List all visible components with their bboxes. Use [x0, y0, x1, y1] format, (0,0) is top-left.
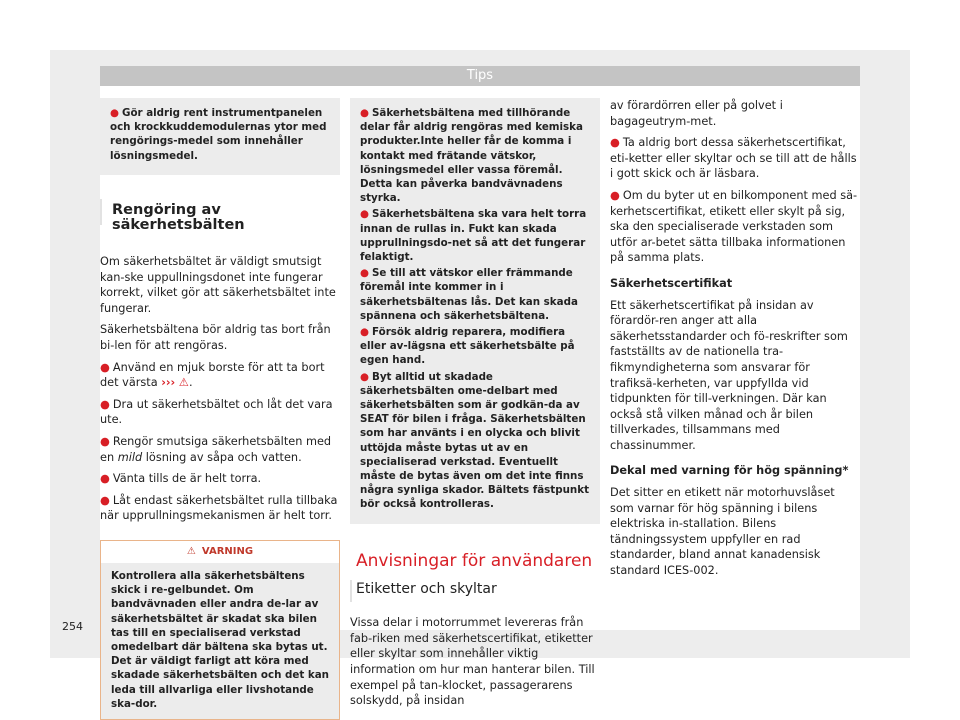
- list-item: ● Vänta tills de är helt torra.: [100, 472, 262, 486]
- bullet-icon: ●: [110, 107, 119, 119]
- subheading: Etiketter och skyltar: [356, 580, 497, 597]
- heading: Säkerhetscertifikat: [610, 276, 733, 290]
- bullet-icon: ●: [360, 370, 369, 383]
- bullet-icon: ●: [100, 360, 110, 374]
- warning-text: Kontrollera alla säkerhetsbältens skick i re-gelbundet. Om bandvävnaden eller andra de-lar av säkerhetsbältet är skadat ska bilen tas till en specialiserad verkstad omedelbart där bältena ska bytas ut. Det är väldigt farligt att köra med skadade säkerhetsbälten och det kan leda till allvarliga eller livshotande ska-dor.: [101, 563, 339, 719]
- column-left: [100, 98, 340, 720]
- warning-header: [101, 541, 339, 563]
- bullet-icon: ●: [100, 472, 110, 486]
- paragraph: Säkerhetsbältena bör aldrig tas bort från bi-len för att rengöras.: [100, 323, 331, 352]
- list-item: Se till att vätskor eller främmande föremål inte kommer in i säkerhetsbältenas lås. Det kan skada spännena och säkerhetsbältena.: [360, 267, 578, 322]
- column-middle: [350, 98, 600, 715]
- bullet-icon: ●: [100, 493, 110, 507]
- list-item: ● Använd en mjuk borste för att ta bort det värsta ››› ⚠.: [100, 360, 325, 390]
- paragraph: av förardörren eller på golvet i bagageutrym-met.: [610, 99, 783, 128]
- heading-bar: [350, 580, 352, 602]
- warning-triangle-icon: ⚠: [178, 376, 189, 390]
- note-box: [100, 98, 340, 175]
- warning-box: [100, 540, 340, 720]
- warning-triangle-icon: ⚠: [186, 546, 196, 558]
- note-text: Gör aldrig rent instrumentpanelen och krockkuddemodulernas ytor med rengörings-medel som innehåller lösningsmedel.: [110, 107, 327, 162]
- page-header: Tips: [100, 66, 860, 86]
- list-item: ● Om du byter ut en bilkomponent med sä-kerhetscertifikat, etikett eller skylt på sig, ska den specialiserade verkstaden som utför ar-betet sätta tillbaka informationen på samma plats.: [610, 188, 858, 265]
- subheading-wrap: [350, 582, 600, 598]
- bullet-icon: ●: [610, 136, 620, 150]
- bullet-icon: ●: [100, 397, 110, 411]
- list-item: ● Rengör smutsiga säkerhetsbälten med en mild lösning av såpa och vatten.: [100, 434, 332, 464]
- heading: Dekal med varning för hög spänning*: [610, 464, 849, 478]
- list-item: Säkerhetsbältena med tillhörande delar får aldrig rengöras med kemiska produkter.Inte heller får de komma i kontakt med frätande vätskor, lösningsmedel eller vassa föremål. Detta kan påverka bandvävnadens styrka.: [360, 107, 583, 205]
- page-number: 254: [62, 620, 83, 633]
- bullet-icon: ●: [360, 208, 369, 221]
- paragraph: Ett säkerhetscertifikat på insidan av förardör-ren anger att alla säkerhetsstandarder och fö-reskrifter som fastställts av de nationella tra-fikmyndigheterna som ansvarar för trafiksä-kerheten, var uppfyllda vid tidpunkten för till-verkningen. Där kan också stå vilken månad och år bilen tillverkades, tillsammans med chassinummer.: [610, 298, 848, 452]
- paragraph: Om säkerhetsbältet är väldigt smutsigt kan-ske uppullningsdonet inte fungerar korrekt, vilket gör att säkerhetsbältet inte fungerar.: [100, 255, 336, 315]
- column-right: [610, 98, 860, 585]
- section-heading-wrap: [100, 203, 340, 234]
- bullet-icon: ●: [610, 188, 620, 202]
- list-item: Försök aldrig reparera, modifiera eller av-lägsna ett säkerhetsbälte på egen hand.: [360, 326, 575, 367]
- bullet-icon: ●: [100, 434, 110, 448]
- section-title: Anvisningar för användaren: [356, 550, 593, 571]
- list-item: ● Låt endast säkerhetsbältet rulla tillbaka när upprullningsmekanismen är helt torr.: [100, 493, 338, 523]
- note-box: [350, 98, 600, 524]
- bullet-icon: ●: [360, 107, 369, 119]
- paragraph: Det sitter en etikett när motorhuvslåset som varnar för hög spänning i bilens elektriska in-stallation. Bilens tändningssystem uppfyller en rad standarder, bland annat kanadensisk standard ICES-002.: [610, 486, 835, 578]
- list-item: Säkerhetsbältena ska vara helt torra innan de rullas in. Fukt kan skada upprullningsdo-net så att det fungerar felaktigt.: [360, 208, 587, 264]
- list-item: ● Ta aldrig bort dessa säkerhetscertifikat, eti-ketter eller skyltar och se till att de hålls i gott skick och är läsbara.: [610, 136, 857, 181]
- heading-bar: [100, 199, 102, 225]
- bullet-icon: ●: [360, 267, 369, 280]
- list-item: ● Dra ut säkerhetsbältet och låt det vara ute.: [100, 397, 333, 427]
- list-item: Byt alltid ut skadade säkerhetsbälten ome-delbart med säkerhetsbälten som är godkän-da av SEAT för bilen i fråga. Säkerhetsbälten som har använts i en olycka och blivit uttöjda måste bytas ut av en specialiserad verkstad. Eventuellt måste de bytas även om det inte finns några synliga skador. Bältets fästpunkt bör också kontrolleras.: [360, 370, 590, 511]
- bullet-icon: ●: [360, 326, 369, 339]
- section-heading: Rengöring av säkerhetsbälten: [112, 201, 245, 234]
- warning-label: VARNING: [201, 546, 254, 558]
- paragraph: Vissa delar i motorrummet levereras från fab-riken med säkerhetscertifikat, etiketter eller skyltar som innehåller viktig information om hur man hanterar bilen. Till exempel på tan-klocket, passagerarens solskydd, på insidan: [350, 616, 595, 708]
- cross-reference-icon[interactable]: ›››: [161, 376, 176, 390]
